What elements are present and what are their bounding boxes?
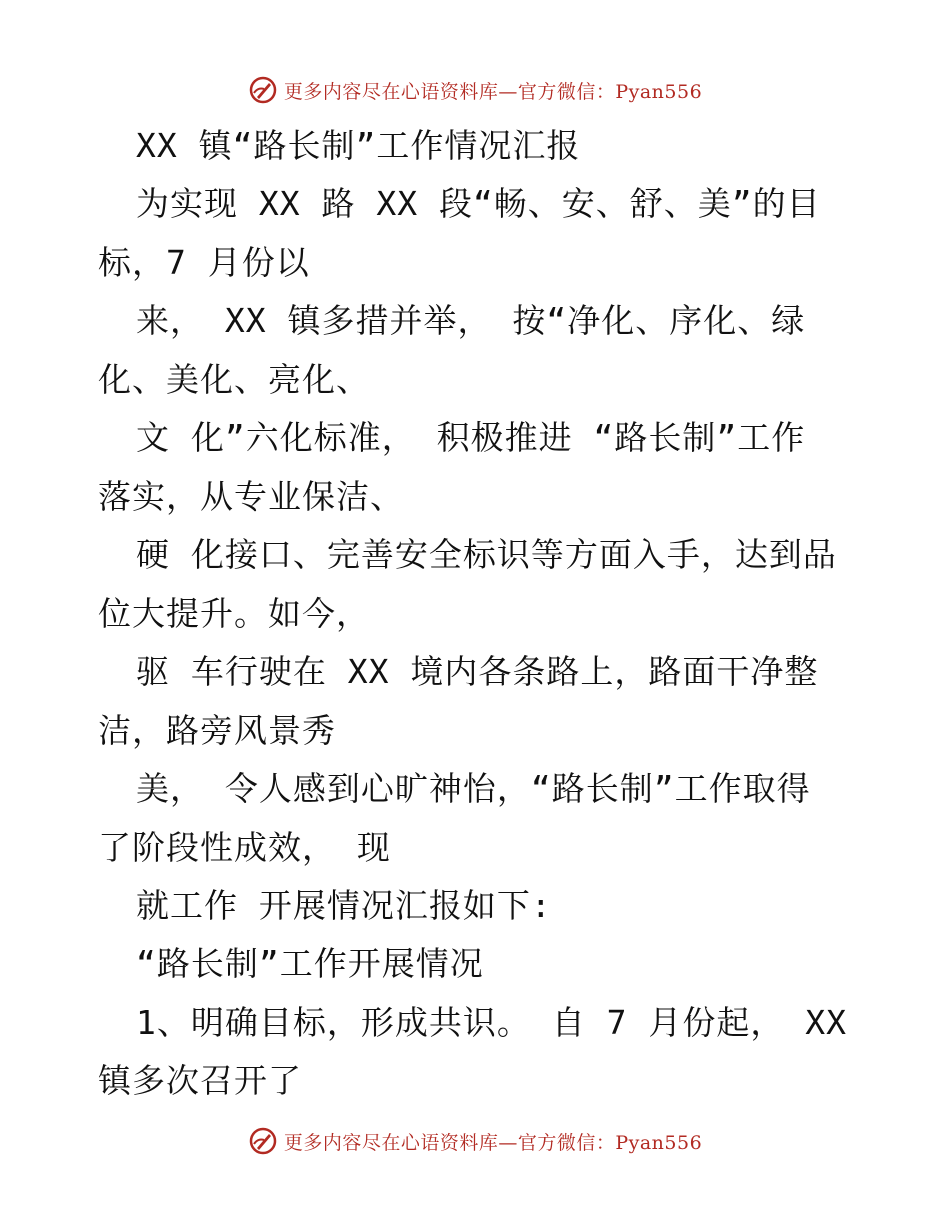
paragraph-line: 标，7 月份以 [98,243,310,282]
feather-pen-logo-icon [248,75,278,105]
watermark-text: 更多内容尽在心语资料库—官方微信：Pyan556 [283,80,703,103]
header-watermark-banner [0,70,950,110]
paragraph-line: 文 化”六化标准， 积极推进 “路长制”工作 [136,418,806,457]
footer-watermark-banner [0,1121,950,1161]
paragraph-line: 1、明确目标，形成共识。 自 7 月份起， XX [136,1003,847,1042]
paragraph-line: 了阶段性成效， 现 [98,828,391,867]
paragraph-line: 位大提升。如今， [98,594,370,633]
paragraph-line: 硬 化接口、完善安全标识等方面入手，达到品 [136,535,837,574]
paragraph-line: 镇多次召开了 [98,1061,302,1100]
paragraph-line: 化、美化、亮化、 [98,360,370,399]
watermark-text: 更多内容尽在心语资料库—官方微信：Pyan556 [283,1131,703,1154]
feather-pen-logo-icon [248,1126,278,1156]
paragraph-line: 来， XX 镇多措并举， 按“净化、序化、绿 [136,301,806,340]
paragraph-line: 为实现 XX 路 XX 段“畅、安、舒、美”的目 [136,184,821,223]
paragraph-line: 洁，路旁风景秀 [98,711,336,750]
paragraph-line: 落实，从专业保洁、 [98,477,404,516]
document-title: XX 镇“路长制”工作情况汇报 [136,126,581,165]
section-heading: “路长制”工作开展情况 [136,944,484,983]
paragraph-line: 就工作 开展情况汇报如下: [136,886,552,925]
paragraph-line: 驱 车行驶在 XX 境内各条路上，路面干净整 [136,652,819,691]
paragraph-line: 美， 令人感到心旷神怡，“路长制”工作取得 [136,769,811,808]
